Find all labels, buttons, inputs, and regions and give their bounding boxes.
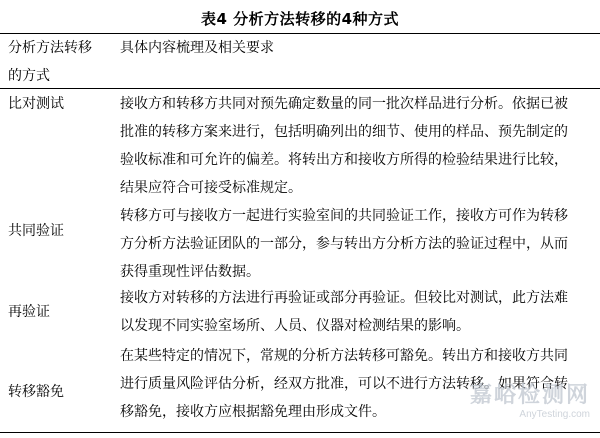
content-line: 进行质量风险评估分析，经双方批准，可以不进行方法转移。如果符合转 xyxy=(120,376,568,392)
content-line: 移豁免，接收方应根据豁免理由形成文件。 xyxy=(120,404,386,420)
watermark-en: AnyTesting.com xyxy=(519,409,590,420)
method-label-revalidation: 再验证 xyxy=(8,304,50,320)
table-title: 表4 分析方法转移的4种方式 xyxy=(200,10,400,28)
header-rule xyxy=(0,88,600,89)
content-line: 验收标准和可允许的偏差。将转出方和接收方所得的检验结果进行比较， xyxy=(120,152,568,168)
content-line: 批准的转移方案来进行，包括明确列出的细节、使用的样品、预先制定的 xyxy=(120,124,568,140)
content-line: 接收方和转移方共同对预先确定数量的同一批次样品进行分析。依据已被 xyxy=(120,96,568,112)
watermark-cn: 嘉峪检测网 xyxy=(469,383,590,408)
method-label-comparative: 比对测试 xyxy=(8,96,64,112)
content-line: 方分析方法验证团队的一部分，参与转出方分析方法的验证过程中，从而 xyxy=(120,236,568,252)
content-line: 转移方可与接收方一起进行实验室间的共同验证工作，接收方可作为转移 xyxy=(120,208,568,224)
content-line: 获得重现性评估数据。 xyxy=(120,264,260,280)
watermark-logo xyxy=(470,378,590,420)
method-label-covalidation: 共同验证 xyxy=(8,223,64,239)
content-line: 在某些特定的情况下，常规的分析方法转移可豁免。转出方和接收方共同 xyxy=(120,348,568,364)
method-label-waiver: 转移豁免 xyxy=(8,384,64,400)
bottom-rule xyxy=(0,432,600,433)
header-method-line1: 分析方法转移 xyxy=(8,40,92,56)
header-method-line2: 的方式 xyxy=(8,68,50,84)
content-line: 接收方对转移的方法进行再验证或部分再验证。但较比对测试，此方法难 xyxy=(120,290,568,306)
content-line: 以发现不同实验室场所、人员、仪器对检测结果的影响。 xyxy=(120,318,470,334)
content-line: 结果应符合可接受标准规定。 xyxy=(120,180,302,196)
header-content: 具体内容梳理及相关要求 xyxy=(120,40,274,56)
